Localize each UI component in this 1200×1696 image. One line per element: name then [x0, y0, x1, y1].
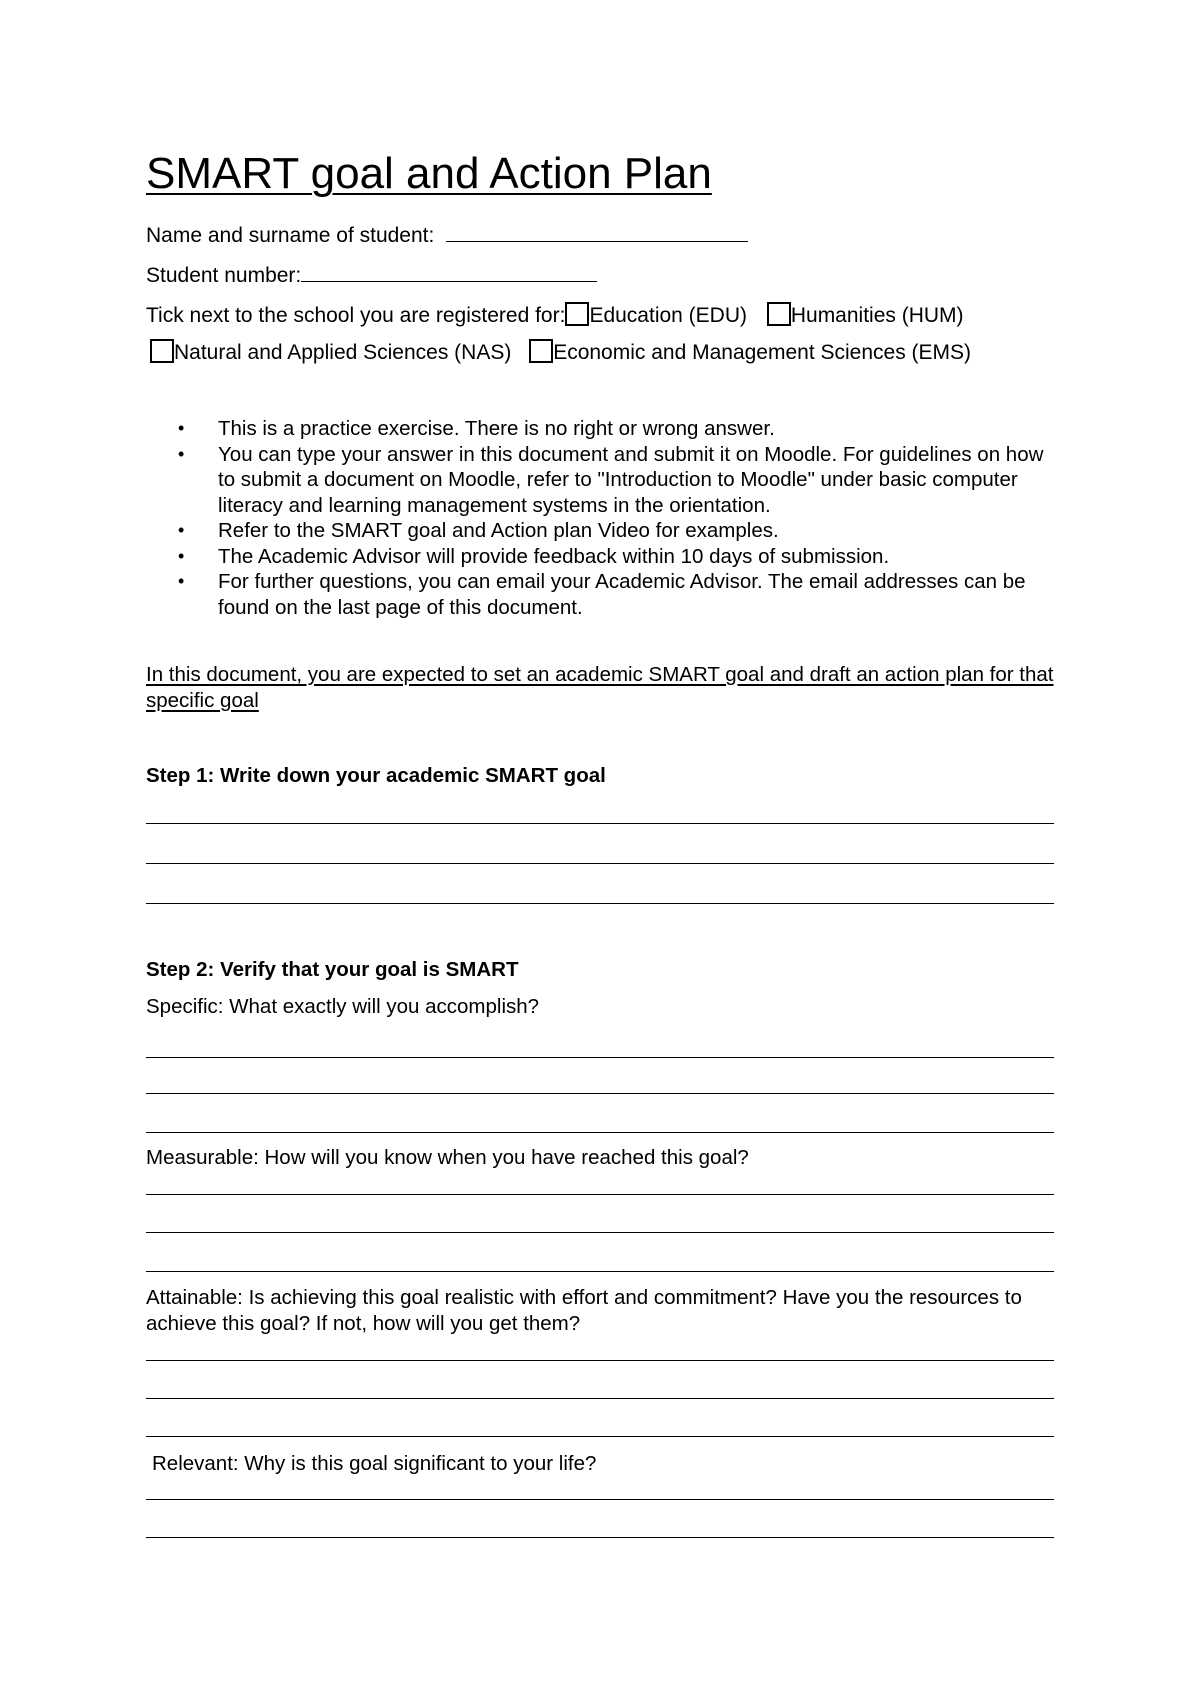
list-item: • Refer to the SMART goal and Action plan Video for examples.: [178, 518, 1058, 544]
list-item: • For further questions, you can email your Academic Advisor. The email addresses can be found on the last page of this document.: [178, 569, 1058, 620]
measurable-answer-line-1[interactable]: [146, 1194, 1054, 1195]
measurable-question: Measurable: How will you know when you have reached this goal?: [146, 1146, 749, 1169]
school-label-nas: Natural and Applied Sciences (NAS): [174, 341, 512, 364]
measurable-answer-line-2[interactable]: [146, 1232, 1054, 1233]
school-label-hum: Humanities (HUM): [790, 304, 964, 327]
attainable-question: Attainable: Is achieving this goal realistic with effort and commitment? Have you the resources to achieve this goal? If not, how will you get them?: [146, 1286, 1022, 1335]
school-label-edu: Education (EDU): [589, 304, 747, 327]
instructions-list: [178, 416, 1058, 620]
page-title: SMART goal and Action Plan: [146, 149, 712, 198]
student-number-label: Student number:: [146, 264, 302, 287]
attainable-answer-line-1[interactable]: [146, 1360, 1054, 1361]
specific-answer-line-2[interactable]: [146, 1093, 1054, 1094]
specific-question: Specific: What exactly will you accomplish?: [146, 995, 540, 1018]
step1-answer-line-3[interactable]: [146, 903, 1054, 904]
list-item: • The Academic Advisor will provide feedback within 10 days of submission.: [178, 544, 1058, 570]
intro-text: In this document, you are expected to set an academic SMART goal and draft an action plan for that specific goal: [146, 663, 1054, 712]
checkbox-ems[interactable]: [529, 339, 553, 363]
name-field-input[interactable]: [446, 241, 748, 242]
student-number-input[interactable]: [301, 281, 597, 282]
step1-heading: Step 1: Write down your academic SMART goal: [146, 764, 606, 787]
specific-answer-line-3[interactable]: [146, 1132, 1054, 1133]
relevant-question: Relevant: Why is this goal significant to your life?: [152, 1452, 597, 1475]
school-prompt: Tick next to the school you are registered for:: [146, 304, 566, 327]
school-label-ems: Economic and Management Sciences (EMS): [553, 341, 972, 364]
name-field-label: Name and surname of student:: [146, 224, 435, 247]
relevant-answer-line-2[interactable]: [146, 1537, 1054, 1538]
list-item: • You can type your answer in this document and submit it on Moodle. For guidelines on how to submit a document on Moodle, refer to "Introduction to Moodle" under basic computer literacy and learning management systems in the orientation.: [178, 442, 1058, 519]
list-item: • This is a practice exercise. There is no right or wrong answer.: [178, 416, 1058, 442]
step1-answer-line-1[interactable]: [146, 823, 1054, 824]
relevant-answer-line-1[interactable]: [146, 1499, 1054, 1500]
checkbox-hum[interactable]: [767, 302, 791, 326]
school-prompt-row: [146, 302, 964, 330]
school-row-2: [150, 339, 971, 367]
measurable-answer-line-3[interactable]: [146, 1271, 1054, 1272]
student-number-row: [146, 262, 597, 290]
step1-answer-line-2[interactable]: [146, 863, 1054, 864]
attainable-answer-line-2[interactable]: [146, 1398, 1054, 1399]
specific-answer-line-1[interactable]: [146, 1057, 1054, 1058]
name-field-row: [146, 222, 748, 250]
attainable-answer-line-3[interactable]: [146, 1436, 1054, 1437]
checkbox-nas[interactable]: [150, 339, 174, 363]
checkbox-edu[interactable]: [565, 302, 589, 326]
step2-heading: Step 2: Verify that your goal is SMART: [146, 958, 519, 981]
